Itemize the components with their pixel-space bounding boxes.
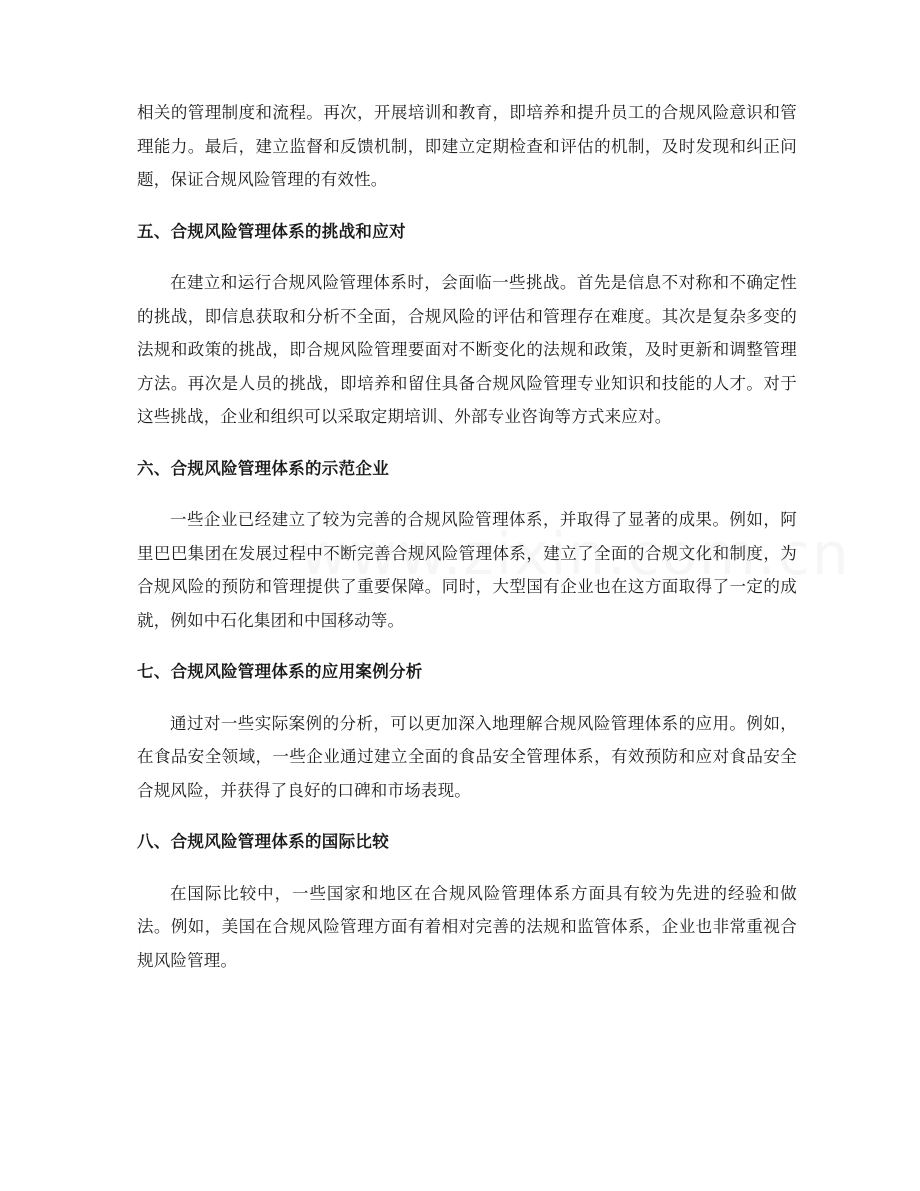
paragraph-section-5: 在建立和运行合规风险管理体系时，会面临一些挑战。首先是信息不对称和不确定性的挑战，即信息获取和分析不全面，合规风险的评估和管理存在难度。其次是复杂多变的法规和政策的挑战，即合规风险管理要面对不断变化的法规和政策，及时更新和调整管理方法。再次是人员的挑战，即培养和留住具备合规风险管理专业知识和技能的人才。对于这些挑战，企业和组织可以采取定期培训、外部专业咨询等方式来应对。	[137, 273, 797, 426]
section-heading-6: 六、合规风险管理体系的示范企业	[137, 458, 389, 478]
paragraph-section-8: 在国际比较中，一些国家和地区在合规风险管理体系方面具有较为先进的经验和做法。例如，美国在合规风险管理方面有着相对完善的法规和监管体系，企业也非常重视合规风险管理。	[137, 883, 797, 970]
section-heading-8: 八、合规风险管理体系的国际比较	[137, 832, 389, 851]
paragraph-intro-continuation: 相关的管理制度和流程。再次，开展培训和教育，即培养和提升员工的合规风险意识和管理能力。最后，建立监督和反馈机制，即建立定期检查和评估的机制，及时发现和纠正问题，保证合规风险管理的有效性。	[137, 103, 797, 189]
paragraph-section-6: 一些企业已经建立了较为完善的合规风险管理体系，并取得了显著的成果。例如，阿里巴巴集团在发展过程中不断完善合规风险管理体系，建立了全面的合规文化和制度，为合规风险的预防和管理提供了重要保障。同时，大型国有企业也在这方面取得了一定的成就，例如中石化集团和中国移动等。	[137, 510, 797, 630]
document-page	[137, 96, 797, 977]
section-heading-5: 五、合规风险管理体系的挑战和应对	[137, 221, 406, 241]
section-heading-7: 七、合规风险管理体系的应用案例分析	[137, 662, 423, 681]
paragraph-section-7: 通过对一些实际案例的分析，可以更加深入地理解合规风险管理体系的应用。例如，在食品安全领域，一些企业通过建立全面的食品安全管理体系，有效预防和应对食品安全合规风险，并获得了良好的口碑和市场表现。	[137, 713, 797, 800]
